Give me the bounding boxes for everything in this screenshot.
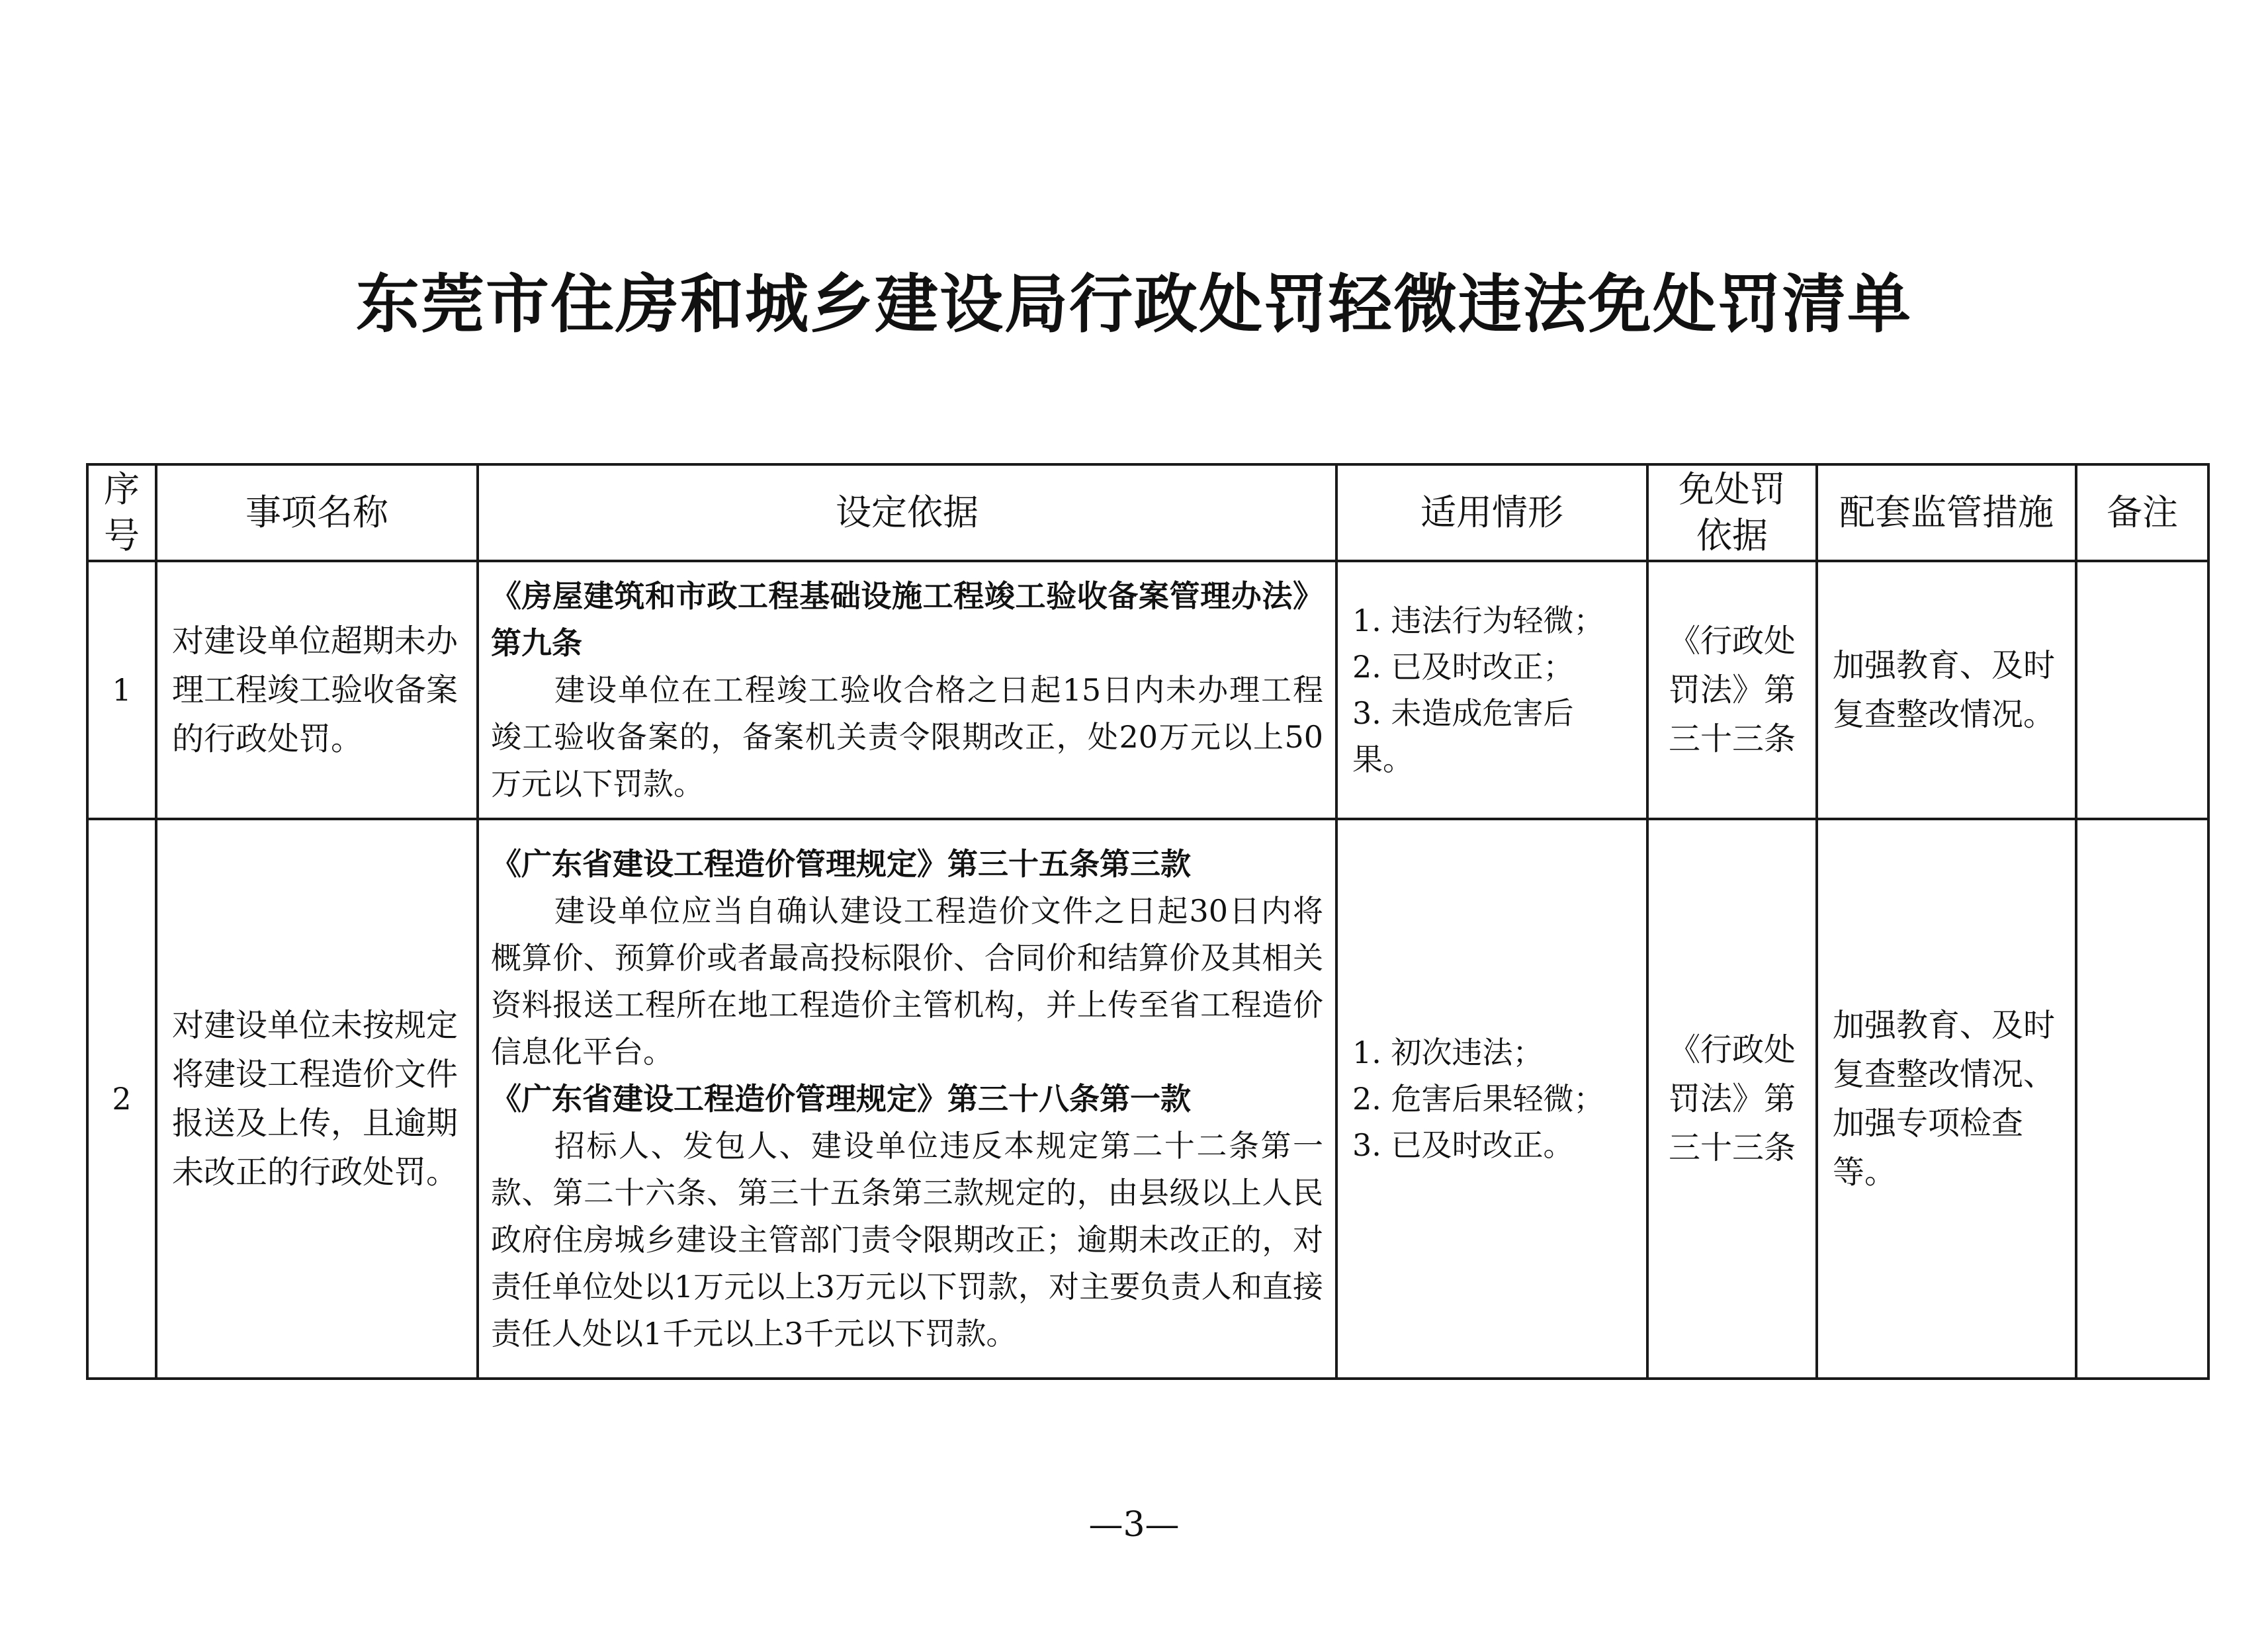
case-item: 3. 已及时改正。 <box>1352 1127 1574 1163</box>
header-seq: 序 号 <box>87 464 156 561</box>
row-item-name: 对建设单位未按规定将建设工程造价文件报送及上传，且逾期未改正的行政处罚。 <box>156 819 478 1379</box>
header-exempt-basis: 免处罚 依据 <box>1647 464 1817 561</box>
case-item: 1. 违法行为轻微； <box>1352 603 1604 638</box>
page-number: —3— <box>1088 1505 1180 1545</box>
header-item-name: 事项名称 <box>156 464 478 561</box>
table-header-row <box>87 464 2208 561</box>
row-remarks <box>2076 561 2208 819</box>
header-measures: 配套监管措施 <box>1817 464 2076 561</box>
row-applicable-case <box>1336 561 1647 819</box>
basis-body: 建设单位应当自确认建设工程造价文件之日起30日内将概算价、预算价或者最高投标限价、合同价和结算价及其相关资料报送工程所在地工程造价主管机构，并上传至省工程造价信息化平台。 <box>491 892 1323 1070</box>
header-basis: 设定依据 <box>478 464 1336 561</box>
header-remarks: 备注 <box>2076 464 2208 561</box>
basis-heading: 《广东省建设工程造价管理规定》第三十八条第一款 <box>491 1080 1191 1117</box>
row-seq: 1 <box>87 561 156 819</box>
case-item: 3. 未造成危害后果。 <box>1352 695 1574 777</box>
basis-body: 招标人、发包人、建设单位违反本规定第二十二条第一款、第二十六条、第三十五条第三款规定的，由县级以上人民政府住房城乡建设主管部门责令限期改正；逾期未改正的，对责任单位处以1万元以上3万元以下罚款，对主要负责人和直接责任人处以1千元以上3千元以下罚款。 <box>491 1127 1323 1351</box>
case-item: 1. 初次违法； <box>1352 1035 1544 1070</box>
basis-heading: 《广东省建设工程造价管理规定》第三十五条第三款 <box>491 845 1191 882</box>
row-item-name: 对建设单位超期未办理工程竣工验收备案的行政处罚。 <box>156 561 478 819</box>
table-row <box>87 561 2208 819</box>
row-measures: 加强教育、及时复查整改情况。 <box>1817 561 2076 819</box>
row-exempt-basis: 《行政处罚法》第三十三条 <box>1647 819 1817 1379</box>
row-basis <box>478 819 1336 1379</box>
basis-heading: 《房屋建筑和市政工程基础设施工程竣工验收备案管理办法》第九条 <box>491 578 1323 661</box>
case-item: 2. 已及时改正； <box>1352 649 1574 685</box>
row-measures: 加强教育、及时复查整改情况、加强专项检查等。 <box>1817 819 2076 1379</box>
row-exempt-basis: 《行政处罚法》第三十三条 <box>1647 561 1817 819</box>
basis-body: 建设单位在工程竣工验收合格之日起15日内未办理工程竣工验收备案的，备案机关责令限期改正，处20万元以上50万元以下罚款。 <box>491 671 1323 802</box>
row-seq: 2 <box>87 819 156 1379</box>
row-remarks <box>2076 819 2208 1379</box>
table-row <box>87 819 2208 1379</box>
exemption-list-table <box>86 463 2210 1380</box>
header-applicable-case: 适用情形 <box>1336 464 1647 561</box>
row-applicable-case <box>1336 819 1647 1379</box>
row-basis <box>478 561 1336 819</box>
page-title: 东莞市住房和城乡建设局行政处罚轻微违法免处罚清单 <box>356 267 1912 341</box>
case-item: 2. 危害后果轻微； <box>1352 1081 1604 1117</box>
